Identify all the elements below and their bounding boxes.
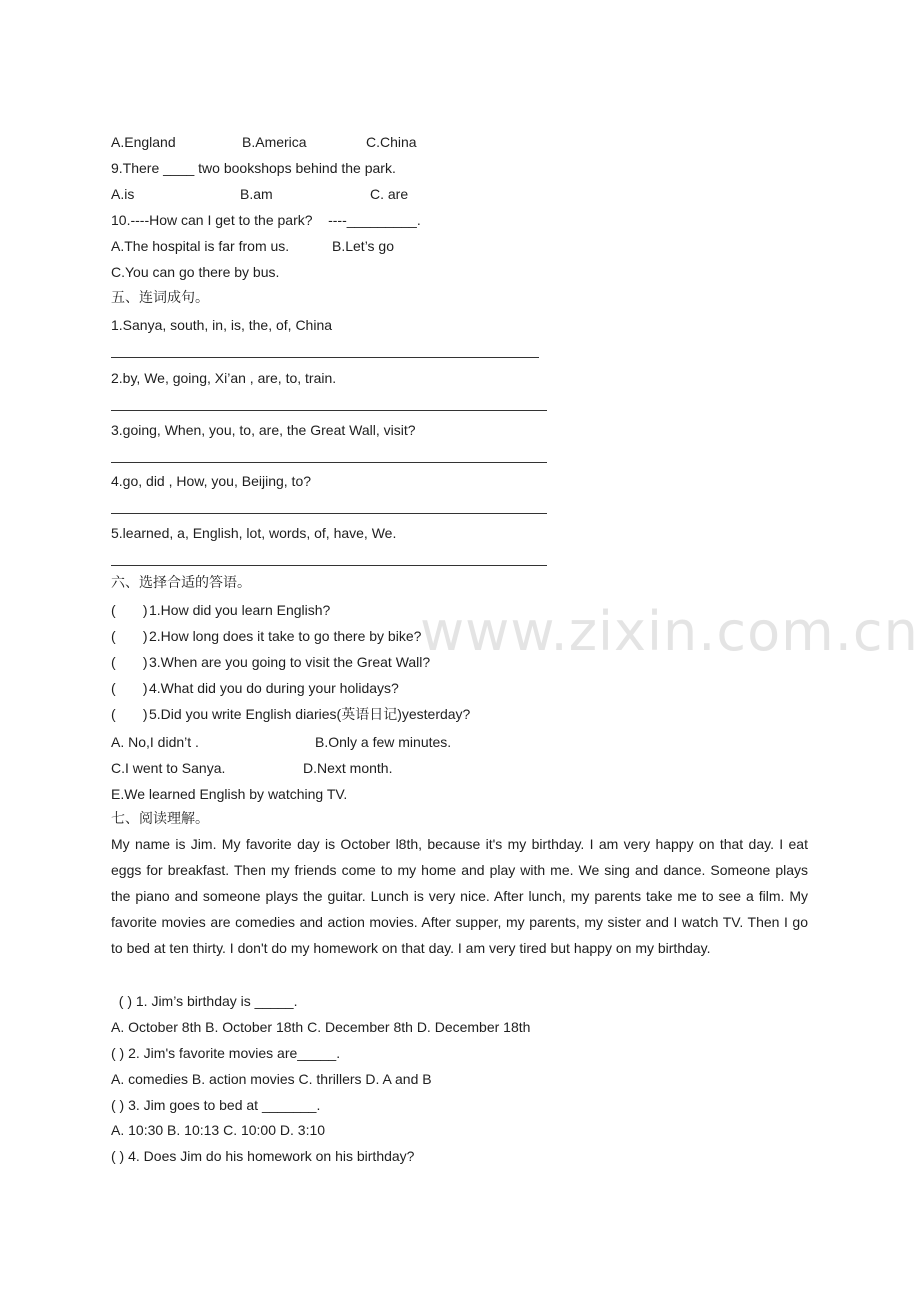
section6-answer-b: B.Only a few minutes. [315, 734, 452, 750]
section6-bracket-2: ( ) [111, 628, 148, 644]
q10-option-b: B.Let’s go [332, 238, 395, 254]
section5-item-5: 5.learned, a, English, lot, words, of, have, We. [111, 525, 397, 541]
reading-question-2: ( ) 2. Jim's favorite movies are_____. [111, 1045, 341, 1061]
section6-question-5: 5.Did you write English diaries(英语日记)yesterday? [149, 706, 471, 722]
section6-answer-d: D.Next month. [303, 760, 393, 776]
answer-blank-2 [111, 410, 547, 411]
section6-question-1: 1.How did you learn English? [149, 602, 331, 618]
section6-answer-e: E.We learned English by watching TV. [111, 786, 348, 802]
q10-option-a: A.The hospital is far from us. [111, 238, 290, 254]
answer-blank-3 [111, 462, 547, 463]
section6-answer-c: C.I went to Sanya. [111, 760, 226, 776]
section5-item-2: 2.by, We, going, Xi’an , are, to, train. [111, 370, 337, 386]
q8-option-c: C.China [366, 134, 417, 150]
q8-option-b: B.America [242, 134, 307, 150]
section6-question-2: 2.How long does it take to go there by bike? [149, 628, 422, 644]
reading-question-2-options: A. comedies B. action movies C. thrillers D. A and B [111, 1071, 432, 1087]
answer-blank-5 [111, 565, 547, 566]
section5-item-4: 4.go, did , How, you, Beijing, to? [111, 473, 312, 489]
reading-question-1: ( ) 1. Jim’s birthday is _____. [111, 993, 298, 1009]
reading-question-3-options: A. 10:30 B. 10:13 C. 10:00 D. 3:10 [111, 1122, 326, 1138]
q10-option-c: C.You can go there by bus. [111, 264, 280, 280]
section5-heading: 五、连词成句。 [111, 290, 209, 306]
answer-blank-4 [111, 513, 547, 514]
reading-question-3: ( ) 3. Jim goes to bed at _______. [111, 1097, 321, 1113]
q10-question: 10.----How can I get to the park? ----_________. [111, 212, 421, 228]
section6-question-3: 3.When are you going to visit the Great Wall? [149, 654, 431, 670]
section5-item-1: 1.Sanya, south, in, is, the, of, China [111, 317, 333, 333]
section6-bracket-1: ( ) [111, 602, 148, 618]
q9-option-b: B.am [240, 186, 273, 202]
q8-option-a: A.England [111, 134, 176, 150]
section5-item-3: 3.going, When, you, to, are, the Great Wall, visit? [111, 422, 416, 438]
q9-option-c: C. are [370, 186, 409, 202]
watermark: www.zixin.com.cn [420, 600, 919, 663]
section6-heading: 六、选择合适的答语。 [111, 575, 251, 591]
reading-question-4: ( ) 4. Does Jim do his homework on his birthday? [111, 1148, 415, 1164]
reading-passage: My name is Jim. My favorite day is October l8th, because it's my birthday. I am very happy on that day. I eat eggs for breakfast. Then my friends come to my home and play with me. We sing and dance. Someone plays the piano and someone plays the guitar. Lunch is very nice. After lunch, my parents take me to see a film. My favorite movies are comedies and action movies. After supper, my parents, my sister and I watch TV. Then I go to bed at ten thirty. I don't do my homework on that day. I am very tired but happy on my birthday. [111, 836, 808, 956]
section6-bracket-5: ( ) [111, 706, 148, 722]
section6-answer-a: A. No,I didn’t . [111, 734, 199, 750]
reading-question-1-options: A. October 8th B. October 18th C. December 8th D. December 18th [111, 1019, 531, 1035]
section6-bracket-3: ( ) [111, 654, 148, 670]
section6-bracket-4: ( ) [111, 680, 148, 696]
answer-blank-1 [111, 357, 539, 358]
section6-question-4: 4.What did you do during your holidays? [149, 680, 399, 696]
q9-question: 9.There ____ two bookshops behind the park. [111, 160, 396, 176]
q9-option-a: A.is [111, 186, 135, 202]
section7-heading: 七、阅读理解。 [111, 811, 209, 827]
